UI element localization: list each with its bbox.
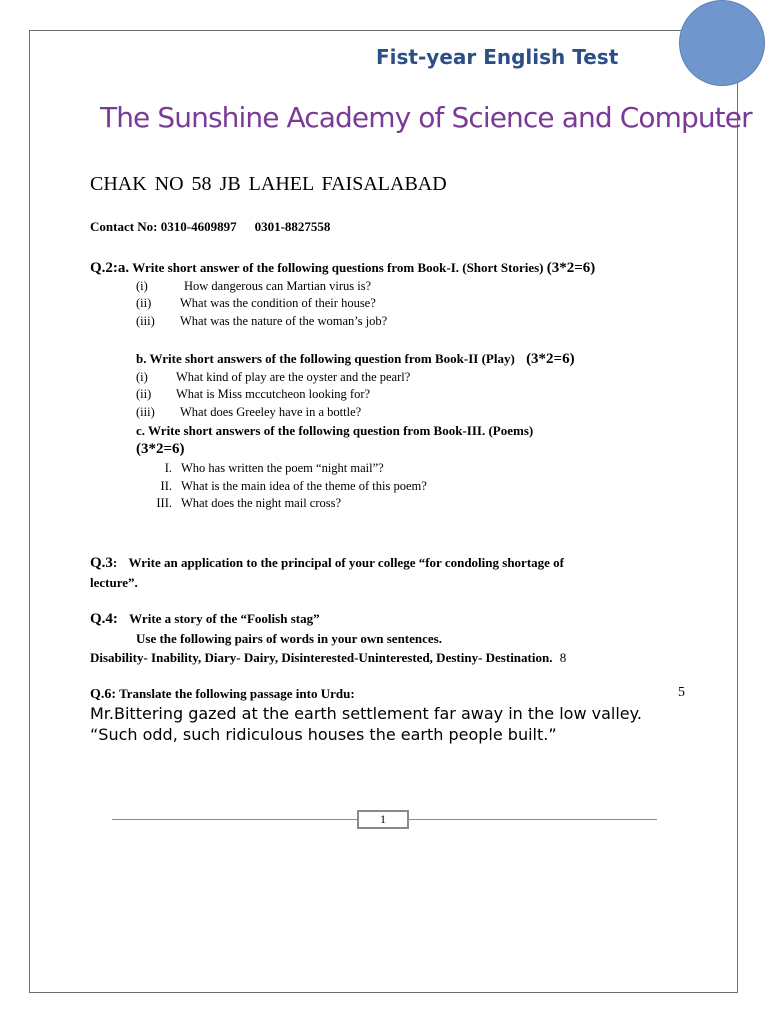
contact-label: Contact No: 0310-4609897 (90, 219, 237, 234)
q2b-item (136, 405, 361, 420)
item-text: How dangerous can Martian virus is? (184, 279, 372, 293)
q6-number: Q.6: (90, 687, 117, 702)
q3-number: Q.3 (90, 555, 113, 571)
q2b-heading (136, 351, 575, 368)
q2b-marks: (3*2=6) (526, 351, 575, 367)
item-text: What kind of play are the oyster and the pearl? (176, 370, 411, 384)
item-number: (i) (136, 370, 148, 384)
q2a-item (136, 279, 371, 294)
q2c-item (136, 461, 384, 476)
q2a-instruction: Write short answer of the following questions from Book-I. (Short Stories) (132, 260, 544, 275)
item-number: (ii) (136, 296, 152, 310)
item-number: (iii) (136, 314, 155, 328)
q2b-item (136, 387, 370, 402)
q2c-item (136, 496, 341, 511)
q2a-item (136, 296, 376, 311)
q6-marks: 5 (678, 685, 685, 700)
q4-number: Q.4: (90, 611, 118, 627)
item-number: I. (164, 461, 172, 475)
q3-colon: : (112, 555, 118, 570)
q2c-marks: (3*2=6) (136, 441, 185, 457)
q2b-instruction: b. Write short answers of the following question from Book-II (Play) (136, 351, 515, 366)
contact-numbers (90, 219, 330, 235)
q2c-item (136, 479, 427, 494)
academy-address: CHAK NO 58 JB LAHEL FAISALABAD (90, 173, 447, 195)
item-text: What is the main idea of the theme of this poem? (181, 479, 427, 493)
q4-heading (90, 611, 320, 628)
q2a-marks: (3*2=6) (546, 260, 596, 276)
test-title: Fist-year English Test (376, 45, 619, 69)
q4-pairs-line (90, 650, 566, 666)
item-number: (i) (136, 279, 148, 293)
q4-pairs: Disability- Inability, Diary- Dairy, Disinterested-Uninterested, Destiny- Destination. (90, 650, 553, 665)
item-number: III. (156, 496, 172, 510)
q4-marks: 8 (559, 650, 567, 665)
q2a-heading (90, 260, 595, 277)
contact-number-2: 0301-8827558 (254, 219, 331, 234)
item-text: Who has written the poem “night mail”? (181, 461, 384, 475)
item-text: What was the condition of their house? (180, 296, 376, 310)
q2a-item (136, 314, 387, 329)
q2a-letter: a. (117, 260, 130, 276)
page-number: 1 (357, 810, 409, 829)
item-text: What does the night mail cross? (181, 496, 342, 510)
item-number: II. (160, 479, 172, 493)
q2b-item (136, 370, 410, 385)
decorative-circle (679, 0, 765, 86)
item-number: (ii) (136, 387, 152, 401)
q6-passage: Mr.Bittering gazed at the earth settlement far away in the low valley. “Such odd, such ridiculous houses the earth people built.” (90, 704, 642, 744)
item-text: What is Miss mccutcheon looking for? (176, 387, 371, 401)
q2c-heading (136, 423, 533, 439)
q3-line1 (90, 555, 564, 572)
q3-line2: lecture”. (90, 575, 138, 590)
item-text: What does Greeley have in a bottle? (180, 405, 362, 419)
item-text: What was the nature of the woman’s job? (180, 314, 388, 328)
item-number: (iii) (136, 405, 155, 419)
q4-sub-instruction: Use the following pairs of words in your own sentences. (136, 631, 442, 646)
q2c-instruction: c. Write short answers of the following question from Book-III. (Poems) (136, 423, 534, 438)
q4-text: Write a story of the “Foolish stag” (129, 611, 320, 626)
academy-name: The Sunshine Academy of Science and Computer (100, 101, 752, 134)
q6-heading (90, 686, 355, 703)
q3-text: Write an application to the principal of your college “for condoling shortage of (128, 555, 565, 570)
q6-text: Translate the following passage into Urdu: (119, 686, 355, 701)
q2-number: Q.2: (90, 260, 118, 276)
